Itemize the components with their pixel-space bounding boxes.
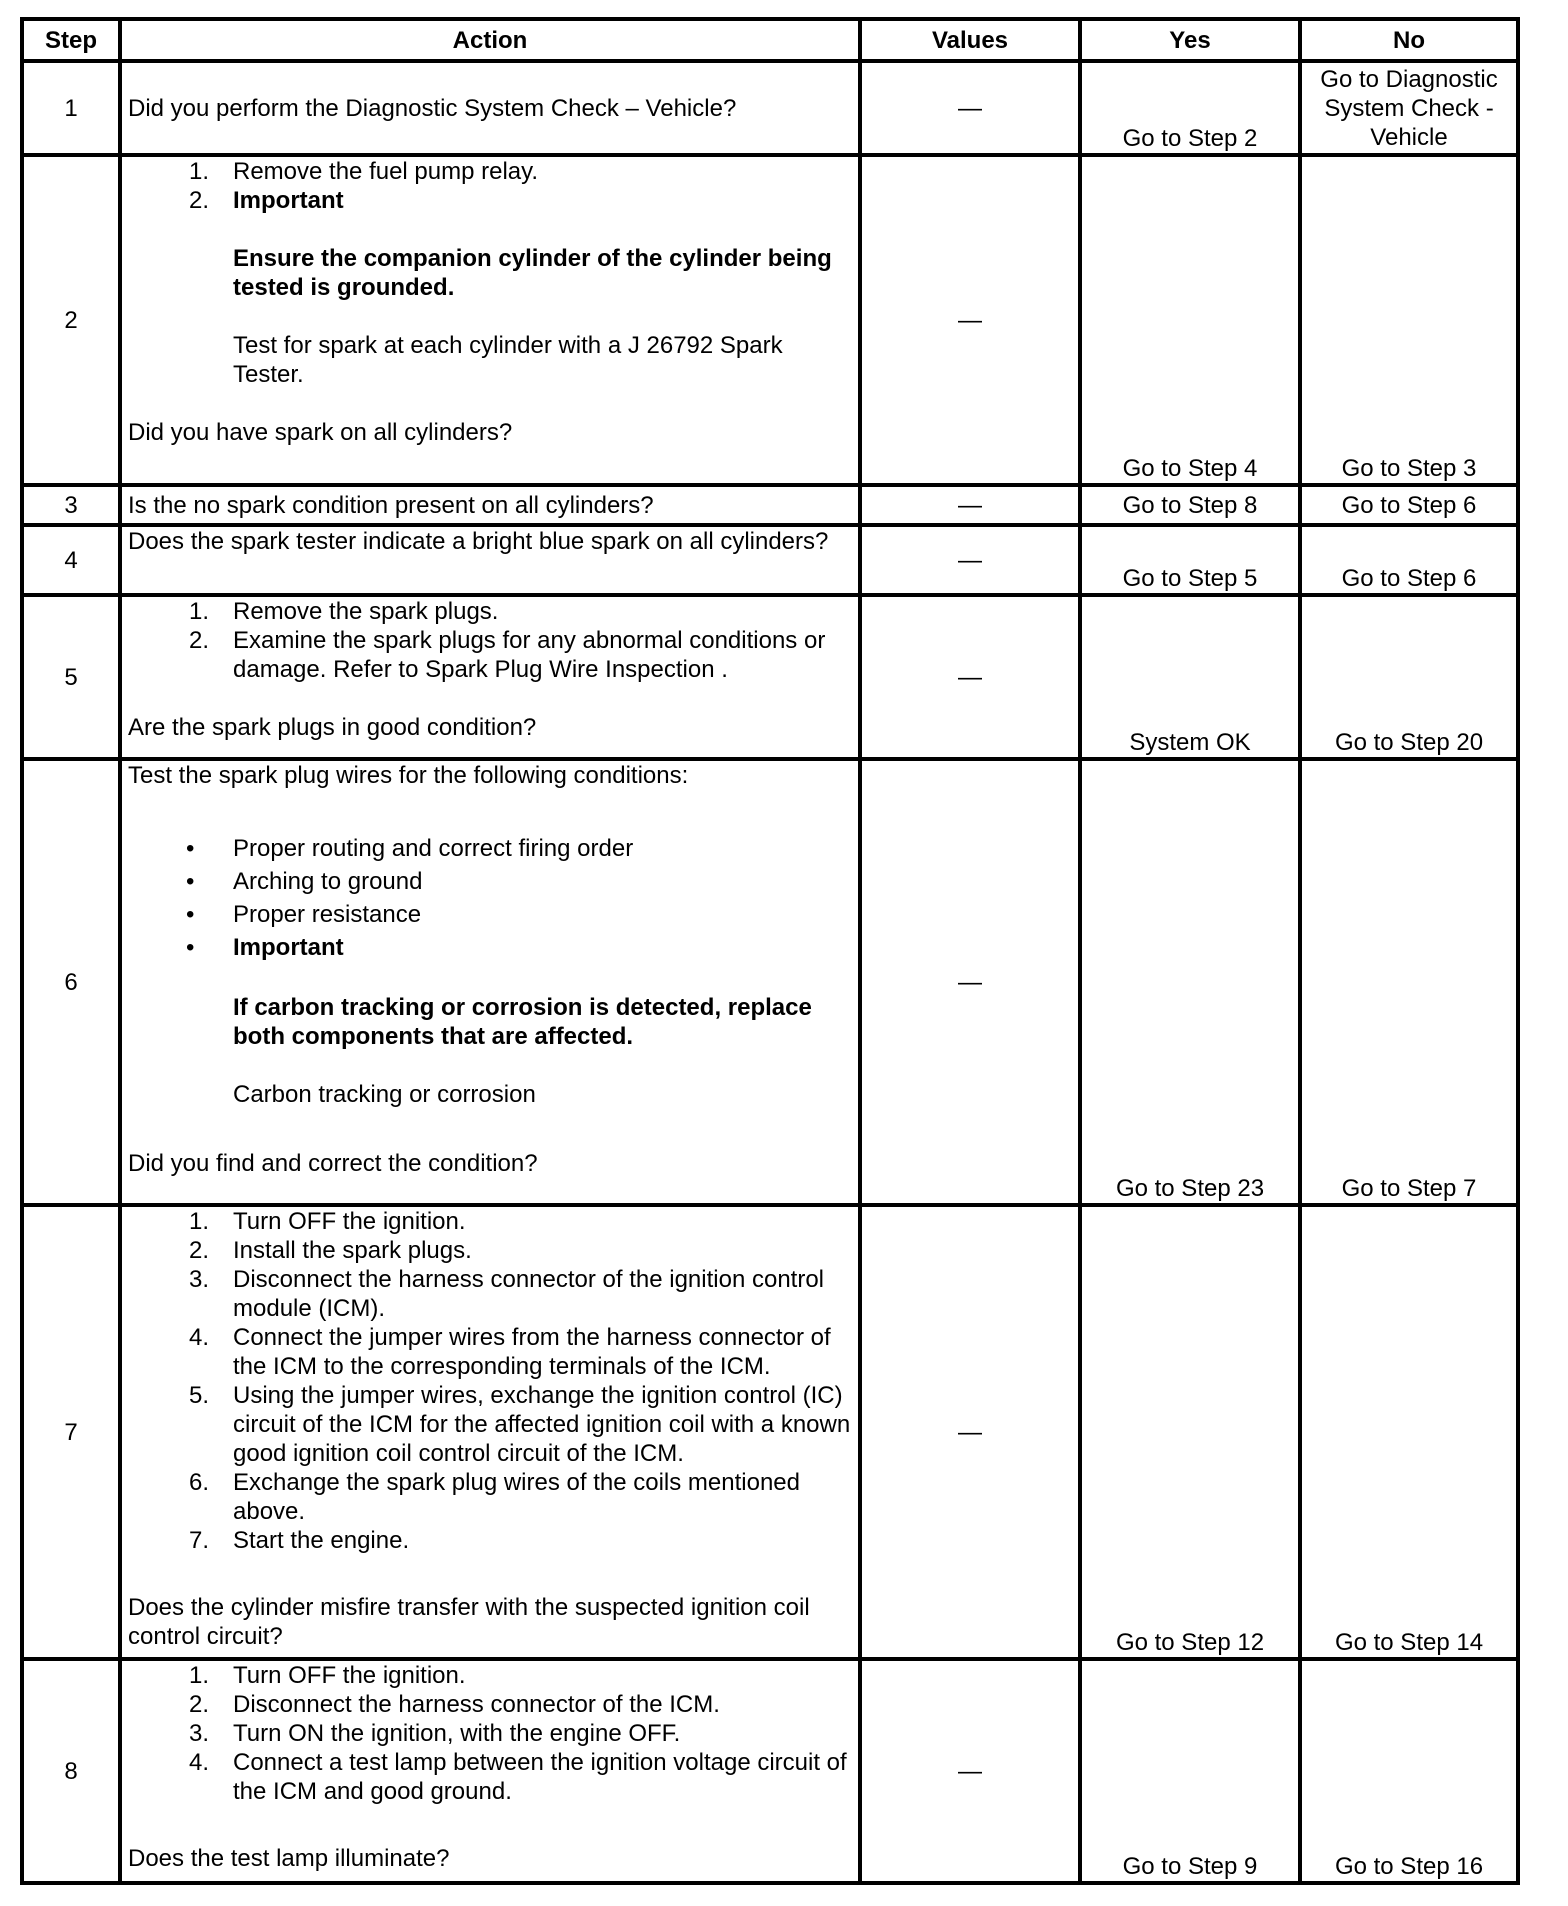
table-row bbox=[22, 1659, 1518, 1883]
no-cell: Go to Diagnostic System Check - Vehicle bbox=[1300, 61, 1518, 155]
list-item-text: Turn OFF the ignition. bbox=[233, 1662, 466, 1689]
list-item-text: Using the jumper wires, exchange the ignition control (IC) circuit of the ICM for the affected ignition coil with a known good ignition coil control circuit of the ICM. bbox=[233, 1382, 851, 1467]
list-item: • Important bbox=[128, 931, 852, 964]
list-item: 1. Remove the spark plugs. bbox=[128, 597, 852, 626]
list-item: • Arching to ground bbox=[128, 865, 852, 898]
action-question: Did you have spark on all cylinders? bbox=[128, 419, 513, 446]
yes-cell: Go to Step 12 bbox=[1080, 1205, 1300, 1659]
action-detail: Carbon tracking or corrosion bbox=[233, 1081, 536, 1108]
list-item-text: Install the spark plugs. bbox=[233, 1237, 472, 1264]
step-number: 3 bbox=[22, 485, 120, 525]
action-intro: Test the spark plug wires for the following conditions: bbox=[128, 762, 689, 789]
step-number: 1 bbox=[22, 61, 120, 155]
values-cell: — bbox=[860, 61, 1080, 155]
yes-cell: Go to Step 4 bbox=[1080, 155, 1300, 485]
list-item: 5. Using the jumper wires, exchange the ignition control (IC) circuit of the ICM for the affected ignition coil with a known good ignition coil control circuit of the ICM. bbox=[188, 1382, 851, 1467]
step-number: 5 bbox=[22, 595, 120, 759]
list-item: 4. Connect a test lamp between the ignition voltage circuit of the ICM and good ground. bbox=[128, 1748, 852, 1806]
no-cell: Go to Step 6 bbox=[1300, 485, 1518, 525]
no-cell: Go to Step 20 bbox=[1300, 595, 1518, 759]
action-question: Did you find and correct the condition? bbox=[128, 1150, 538, 1177]
list-item: 2. Important bbox=[128, 186, 852, 215]
list-item: 2. Install the spark plugs. bbox=[128, 1236, 852, 1265]
list-item-text: Start the engine. bbox=[233, 1527, 410, 1554]
action-question: Does the spark tester indicate a bright blue spark on all cylinders? bbox=[128, 528, 829, 555]
action-question: Is the no spark condition present on all cylinders? bbox=[128, 491, 654, 519]
action-question: Are the spark plugs in good condition? bbox=[128, 714, 537, 741]
action-cell bbox=[120, 1659, 860, 1883]
yes-cell: Go to Step 23 bbox=[1080, 759, 1300, 1205]
no-cell: Go to Step 16 bbox=[1300, 1659, 1518, 1883]
list-item-text: Disconnect the harness connector of the ICM. bbox=[233, 1691, 720, 1718]
action-cell bbox=[120, 525, 860, 595]
list-item: 1. Remove the fuel pump relay. bbox=[128, 157, 852, 186]
yes-cell: System OK bbox=[1080, 595, 1300, 759]
header-values: Values bbox=[860, 19, 1080, 61]
list-item: 7. Start the engine. bbox=[128, 1526, 852, 1555]
header-row bbox=[22, 19, 1518, 61]
list-item: 4. Connect the jumper wires from the harness connector of the ICM to the corresponding terminals of the ICM. bbox=[128, 1323, 852, 1381]
yes-cell: Go to Step 8 bbox=[1080, 485, 1300, 525]
step-number: 7 bbox=[22, 1205, 120, 1659]
action-cell bbox=[120, 61, 860, 155]
list-item-text: Turn OFF the ignition. bbox=[233, 1208, 466, 1235]
header-yes: Yes bbox=[1080, 19, 1300, 61]
list-item-text: Connect a test lamp between the ignition voltage circuit of the ICM and good ground. bbox=[233, 1749, 847, 1805]
action-cell bbox=[120, 595, 860, 759]
important-note: If carbon tracking or corrosion is detected, replace both components that are affected. bbox=[233, 994, 812, 1050]
values-cell: — bbox=[860, 155, 1080, 485]
list-item-text: Disconnect the harness connector of the ignition control module (ICM). bbox=[233, 1266, 825, 1322]
action-cell bbox=[120, 1205, 860, 1659]
no-cell: Go to Step 14 bbox=[1300, 1205, 1518, 1659]
action-cell bbox=[120, 759, 860, 1205]
list-item-text: Remove the fuel pump relay. bbox=[233, 158, 539, 185]
table-row bbox=[22, 61, 1518, 155]
no-cell: Go to Step 7 bbox=[1300, 759, 1518, 1205]
list-item: 3. Turn ON the ignition, with the engine OFF. bbox=[128, 1719, 852, 1748]
important-note: Ensure the companion cylinder of the cylinder being tested is grounded. bbox=[233, 245, 832, 301]
important-label: Important bbox=[233, 187, 344, 214]
values-cell: — bbox=[860, 759, 1080, 1205]
important-label: Important bbox=[233, 934, 344, 961]
values-cell: — bbox=[860, 485, 1080, 525]
list-item-text: Proper resistance bbox=[233, 901, 422, 928]
action-detail: Test for spark at each cylinder with a J 26792 Spark Tester. bbox=[233, 332, 783, 388]
list-item-text: Proper routing and correct firing order bbox=[233, 835, 634, 862]
list-item: 6. Exchange the spark plug wires of the coils mentioned above. bbox=[128, 1468, 852, 1526]
list-item: 1. Turn OFF the ignition. bbox=[128, 1661, 852, 1690]
values-cell: — bbox=[860, 1659, 1080, 1883]
values-cell: — bbox=[860, 525, 1080, 595]
table-row bbox=[22, 485, 1518, 525]
values-cell: — bbox=[860, 595, 1080, 759]
list-item-text: Examine the spark plugs for any abnormal conditions or damage. Refer to Spark Plug Wire Inspection . bbox=[233, 627, 826, 683]
step-number: 6 bbox=[22, 759, 120, 1205]
table-row bbox=[22, 595, 1518, 759]
list-item-text: Turn ON the ignition, with the engine OFF. bbox=[233, 1720, 681, 1747]
list-item: 3. Disconnect the harness connector of the ignition control module (ICM). bbox=[128, 1265, 852, 1323]
action-cell bbox=[120, 155, 860, 485]
list-item-text: Exchange the spark plug wires of the coils mentioned above. bbox=[233, 1469, 800, 1525]
list-item: 2. Disconnect the harness connector of the ICM. bbox=[128, 1690, 852, 1719]
values-cell: — bbox=[860, 1205, 1080, 1659]
yes-cell: Go to Step 9 bbox=[1080, 1659, 1300, 1883]
action-question: Does the test lamp illuminate? bbox=[128, 1845, 450, 1872]
header-step: Step bbox=[22, 19, 120, 61]
step-number: 2 bbox=[22, 155, 120, 485]
action-question: Does the cylinder misfire transfer with the suspected ignition coil control circuit? bbox=[128, 1594, 810, 1650]
list-item: 1. Turn OFF the ignition. bbox=[128, 1207, 852, 1236]
table-row bbox=[22, 1205, 1518, 1659]
step-number: 4 bbox=[22, 525, 120, 595]
list-item: • Proper resistance bbox=[128, 898, 852, 931]
table-row bbox=[22, 759, 1518, 1205]
diagnostic-table bbox=[20, 17, 1520, 1885]
yes-cell: Go to Step 2 bbox=[1080, 61, 1300, 155]
no-cell: Go to Step 6 bbox=[1300, 525, 1518, 595]
table-row bbox=[22, 525, 1518, 595]
table-row bbox=[22, 155, 1518, 485]
action-question: Did you perform the Diagnostic System Check – Vehicle? bbox=[128, 94, 737, 122]
header-action: Action bbox=[120, 19, 860, 61]
step-number: 8 bbox=[22, 1659, 120, 1883]
list-item: • Proper routing and correct firing order bbox=[128, 832, 852, 865]
list-item-text: Connect the jumper wires from the harness connector of the ICM to the corresponding terminals of the ICM. bbox=[233, 1324, 831, 1380]
list-item-text: Arching to ground bbox=[233, 868, 423, 895]
no-cell: Go to Step 3 bbox=[1300, 155, 1518, 485]
header-no: No bbox=[1300, 19, 1518, 61]
yes-cell: Go to Step 5 bbox=[1080, 525, 1300, 595]
list-item-text: Remove the spark plugs. bbox=[233, 598, 499, 625]
list-item: 2. Examine the spark plugs for any abnormal conditions or damage. Refer to Spark Plug Wire Inspection . bbox=[128, 626, 852, 684]
action-cell bbox=[120, 485, 860, 525]
